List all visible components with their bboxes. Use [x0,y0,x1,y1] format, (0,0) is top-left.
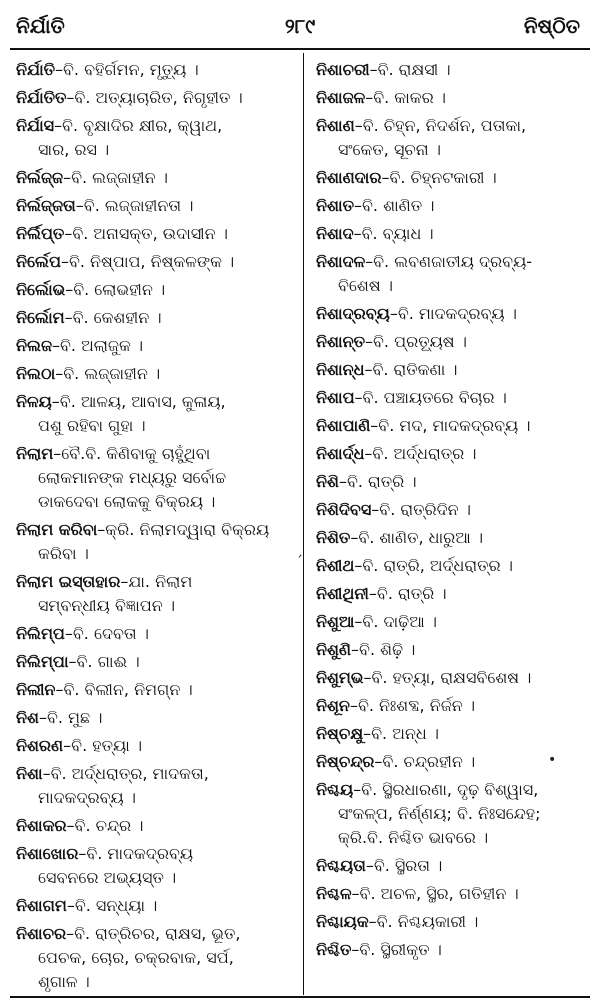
dictionary-entry [316,330,592,354]
definition-text: ବି. ଚିହ୍ନ, ନିଦର୍ଶନ, ପତାକା, [362,116,527,135]
dictionary-entry [316,666,592,690]
ink-dot-mark: • [548,752,557,768]
definition-text: ବି. ନିଷ୍ପାପ, ନିଷ୍କଳଙ୍କ । [68,252,235,271]
dictionary-entry [316,498,592,522]
entry-first-line [16,306,296,330]
entry-separator: – [97,520,106,539]
entry-separator: – [66,896,75,915]
entry-first-line [16,814,296,838]
headword: ନିଶୀଥ [316,556,355,575]
definition-text: ବି. ଲବଣଜାତୀୟ ଦ୍ରବ୍ୟ- [373,252,533,271]
entry-first-line [316,910,592,934]
entry-first-line [316,938,592,962]
headword: ନିଶାପାଣି [316,416,371,435]
entry-separator: – [354,556,363,575]
dictionary-entry [316,938,592,962]
entry-separator: – [55,60,64,79]
entry-first-line [16,678,296,702]
definition-text: ବି. ଗାଈ । [76,652,140,671]
entry-first-line [16,166,296,190]
definition-text: ବି. ବୃକ୍ଷାଦିର କ୍ଷୀର, କ୍ୱାଥ, [62,116,223,135]
entry-first-line [316,882,592,906]
definition-continuation: ସାର, ରସ । [38,140,110,159]
entry-separator: – [54,116,63,135]
headword: ନିଶାଣଦାର [316,168,382,187]
entry-separator: – [51,392,60,411]
headword: ନିଳୟ [16,392,52,411]
entry-separator: – [364,444,373,463]
entry-separator: – [374,752,383,771]
definition-text: ବି. ସ୍ଥିରତା । [373,856,443,875]
headword: ନିଶାନ୍ତ [316,332,366,351]
dictionary-entry [316,638,592,662]
headword: ନିଲାମ [16,444,54,463]
entry-first-line [16,894,296,918]
entry-separator: – [75,196,84,215]
entry-separator: – [66,816,75,835]
definition-text: ବି. ଅଲାଜୁକ । [60,336,144,355]
entry-first-line [316,330,592,354]
headword: ନିଶୁମ୍ଭ [316,668,364,687]
entry-first-line [316,414,592,438]
definition-text: ବି. ସ୍ଥିରୀକୃତ । [359,940,442,959]
dictionary-entry [316,854,592,878]
entry-separator: – [371,500,380,519]
headword: ନିଶ୍ଚଳ [316,884,352,903]
entry-first-line [316,638,592,662]
entry-first-line [316,114,592,138]
entry-first-line [316,302,592,326]
entry-separator: – [338,472,347,491]
entry-first-line [316,610,592,634]
entry-first-line [16,518,296,542]
dictionary-entry [316,250,592,298]
dictionary-entry [316,194,592,218]
entry-separator: – [78,844,87,863]
entry-first-line [316,694,592,718]
definition-text: ବି. ଲୋଭହୀନ । [73,280,166,299]
dictionary-entry [316,910,592,934]
definition-continuation: ସଂକଳ୍ପ, ନିର୍ଣ୍ଣୟ; ବି. ନିଃସନ୍ଦେହ; [338,804,541,823]
definition-text: ବି. ବହିର୍ଗମନ, ମୃତ୍ୟୁ । [63,60,199,79]
headword: ନିଲଠା [16,364,56,383]
entry-separator: – [64,308,73,327]
definition-text: ବି. କାକର । [373,88,446,107]
entry-first-line [16,334,296,358]
definition-continuation: ମାଦକଦ୍ରବ୍ୟ । [38,788,136,807]
definition-text: ବି. ଅଚଳ, ସ୍ଥିର, ଗତିହୀନ । [359,884,519,903]
dictionary-entry [316,414,592,438]
headword: ନିଶାର୍ଦ୍ଧ [316,444,365,463]
left-column [16,58,296,998]
headword: ନିଶାକର [16,816,67,835]
dictionary-entry [316,86,592,110]
entry-first-line [16,706,296,730]
entry-separator: – [363,668,372,687]
definition-continuation: ଡାକଦେବା ଲୋକକୁ ବିକ୍ରୟ । [38,492,216,511]
definition-continuation: ବିଶେଷ । [338,276,393,295]
dictionary-entry [16,114,296,162]
definition-text: ବି. ରାତ୍ରି, ଅର୍ଦ୍ଧରାତ୍ର । [362,556,513,575]
headword: ନିଶିଦିବସ [316,500,372,519]
definition-continuation: କ୍ରି.ବି. ନିଶ୍ଚିତ ଭାବରେ । [338,828,489,847]
definition-text: ବି. ଶାଣିତ । [361,196,435,215]
headword: ନିଶ [16,708,39,727]
entry-first-line [316,526,592,550]
definition-continuation: ଶୃଗାଳ । [38,972,90,991]
dictionary-entry [316,470,592,494]
headword: ନିର୍ଯାତି [16,60,56,79]
entry-first-line [16,86,296,110]
definition-text: ବି. ହତ୍ୟା । [71,736,143,755]
dictionary-entry [316,778,592,850]
definition-text: ବି. ଲଜ୍ଜାହୀନ । [71,168,168,187]
definition-text: ବି. ପଞ୍ଚାୟତରେ ବିଚାର । [362,388,507,407]
definition-text: ବି. ରାତ୍ରି । [346,472,417,491]
entry-separator: – [353,196,362,215]
entry-first-line [316,778,592,802]
entry-first-line [316,86,592,110]
entry-separator: – [381,168,390,187]
dictionary-entry [16,706,296,730]
headword: ନିଶ୍ଚିତ [316,940,352,959]
definition-text: ବି. ସନ୍ଧ୍ୟା । [74,896,158,915]
entry-first-line [16,762,296,786]
margin-tick-mark: ˏ [296,542,303,558]
entry-separator: – [389,304,398,323]
entry-separator: – [353,224,362,243]
dictionary-entry [16,894,296,918]
entry-separator: – [365,856,374,875]
dictionary-entry [16,166,296,190]
page-number: ୨୮୯ [284,14,316,38]
definition-text: ବି. ହତ୍ୟା, ରାକ୍ଷସବିଶେଷ । [371,668,532,687]
headword: ନିଶାପ [316,388,355,407]
definition-text: ବି. ଲଜ୍ଜାହୀନତା । [83,196,194,215]
definition-text: ବି. ମାଦକଦ୍ରବ୍ୟ । [397,304,517,323]
entry-separator: – [369,60,378,79]
dictionary-entry [316,222,592,246]
headword: ନିଶା [16,764,43,783]
headword: ନିଲୀନ [16,680,56,699]
headword: ନିଶାଜଳ [316,88,366,107]
dictionary-entry [16,194,296,218]
entry-first-line [16,278,296,302]
dictionary-entry [16,922,296,994]
definition-text: ବି. ଅର୍ଦ୍ଧରାତ୍ର । [372,444,477,463]
entry-first-line [16,390,296,414]
dictionary-entry [316,114,592,162]
definition-text: କ୍ରି. ନିଲାମଦ୍ୱାରା ବିକ୍ରୟ [105,520,270,539]
entry-separator: – [365,88,374,107]
entry-first-line [316,166,592,190]
headword: ନିଶାଣ [316,116,355,135]
entry-separator: – [365,252,374,271]
definition-text: ବି. ଚିହ୍ନଟକାରୀ । [389,168,497,187]
definition-text: ବି. ଆଳୟ, ଆବାସ, କୁଳାୟ, [59,392,226,411]
headword: ନିଶାଗମ [16,896,67,915]
headword: ନିଶୀଥିନୀ [316,584,369,603]
definition-text: ବି. ସ୍ଥିରଧାରଣା, ଦୃଢ଼ ବିଶ୍ୱାସ, [361,780,539,799]
headword: ନିଲାମ ଇସ୍ତାହାର [16,572,121,591]
headword: ନିଶୁଣି [316,640,352,659]
definition-text: ବି. ଶାଣିତ, ଧାରୁଆ । [358,528,484,547]
definition-continuation: ପେଚକ, ଚୋର, ଚକ୍ରବାକ, ସର୍ପ, [38,948,234,967]
entry-first-line [316,222,592,246]
entry-first-line [316,358,592,382]
entry-first-line [16,734,296,758]
entry-first-line [316,386,592,410]
definition-text: ବି. ଅର୍ଦ୍ଧରାତ୍ର, ମାଦକତା, [50,764,209,783]
dictionary-entry [16,650,296,674]
headword: ନିଲଜ [16,336,53,355]
entry-separator: – [354,612,363,631]
definition-continuation: ପଶୁ ରହିବା ଗୁହା । [38,416,146,435]
dictionary-entry [16,442,296,514]
entry-separator: – [66,924,75,943]
dictionary-entry [316,526,592,550]
header-rule [10,48,590,50]
definition-text: ବି. ଶିଢ଼ି । [359,640,416,659]
dictionary-entry [316,582,592,606]
entry-first-line [316,194,592,218]
headword: ନିଶାଦ [316,224,354,243]
entry-separator: – [351,940,360,959]
definition-text: ବି. ବ୍ୟାଧ । [361,224,434,243]
entry-separator: – [349,696,358,715]
entry-first-line [16,442,296,466]
dictionary-entry [16,762,296,810]
definition-text: ବି. ରାତ୍ରି । [376,584,447,603]
entry-separator: – [354,388,363,407]
definition-text: ବି. ଦେବତା । [72,624,149,643]
definition-text: ବୈ.ବି. କିଣିବାକୁ ଚାହୁଁଥିବା [61,444,211,463]
entry-separator: – [55,364,64,383]
entry-separator: – [68,652,77,671]
definition-text: ବି. ରାତିକଣା । [372,360,458,379]
entry-separator: – [354,116,363,135]
dictionary-entry [316,166,592,190]
entry-separator: – [63,736,72,755]
headword: ନିର୍ଯାତିତ [16,88,67,107]
entry-separator: – [120,572,129,591]
entry-separator: – [350,528,359,547]
footer-rule [10,996,590,998]
entry-separator: – [368,912,377,931]
dictionary-entry [316,302,592,326]
right-guide-word: ନିଷ୍ଠିତ [523,14,580,38]
definition-text: ବି. ନିଃଶବ୍ଦ, ନିର୍ଜନ । [357,696,476,715]
definition-text: ବି. ଅନାସକ୍ତ, ଉଦାସୀନ । [72,224,228,243]
headword: ନିଶିତ [316,528,351,547]
dictionary-entry [316,694,592,718]
entry-first-line [316,666,592,690]
left-guide-word: ନିର୍ଯାତି [16,14,65,38]
dictionary-entry [16,86,296,110]
headword: ନିଶି [316,472,339,491]
headword: ନିଷ୍ଚନ୍ଦ୍ର [316,752,375,771]
entry-separator: – [38,708,47,727]
entry-separator: – [63,168,72,187]
entry-first-line [16,570,296,594]
dictionary-entry [16,390,296,438]
headword: ନିଶୁଆ [316,612,355,631]
entry-first-line [316,554,592,578]
entry-separator: – [64,624,73,643]
dictionary-entry [316,58,592,82]
entry-separator: – [60,252,69,271]
dictionary-entry [16,362,296,386]
definition-text: ଯା. ନିଲାମ [128,572,193,591]
dictionary-entry [316,386,592,410]
entry-first-line [316,722,592,746]
headword: ନିର୍ଯାସ [16,116,55,135]
entry-separator: – [52,336,61,355]
headword: ନିଶାନ୍ଧ [316,360,365,379]
headword: ନିଶ୍ଚାୟକ [316,912,369,931]
definition-text: ବି. ଦାଢ଼ିଆ । [362,612,438,631]
entry-separator: – [351,884,360,903]
definition-text: ବି. ପ୍ରତ୍ୟୂଷ । [373,332,467,351]
entry-first-line [16,194,296,218]
entry-separator: – [370,416,379,435]
dictionary-entry [16,814,296,838]
definition-text: ବି. ମାଦକଦ୍ରବ୍ୟ [86,844,194,863]
dictionary-entry [16,734,296,758]
definition-text: ବି. ଅନ୍ଧ । [371,724,439,743]
entry-separator: – [368,584,377,603]
entry-separator: – [55,680,64,699]
headword: ନିର୍ଲୋଭ [16,280,66,299]
entry-separator: – [42,764,51,783]
definition-text: ବି. ରାତ୍ରିଦିନ । [379,500,471,519]
entry-first-line [16,114,296,138]
headword: ନିଶ୍ଚୟତା [316,856,366,875]
dictionary-entry [316,358,592,382]
headword: ନିଶରଣ [16,736,64,755]
dictionary-entry [16,678,296,702]
definition-text: ବି. ମୁଛ । [46,708,103,727]
dictionary-entry [16,306,296,330]
entry-first-line [16,222,296,246]
definition-text: ବି. କେଶହୀନ । [72,308,162,327]
definition-continuation: ସେବନରେ ଅଭ୍ୟସ୍ତ । [38,868,177,887]
headword: ନିର୍ଲଜ୍ଜତା [16,196,76,215]
dictionary-entry [16,250,296,274]
dictionary-entry [316,882,592,906]
entry-separator: – [64,224,73,243]
entry-first-line [16,922,296,946]
definition-text: ବି. ଚନ୍ଦ୍ର । [74,816,144,835]
headword: ନିଲିମ୍ପ [16,624,65,643]
definition-continuation: ଲୋକମାନଙ୍କ ମଧ୍ୟରୁ ସର୍ବୋଚ୍ଚ [38,468,227,487]
headword: ନିର୍ଲଜ୍ଜ [16,168,64,187]
headword: ନିଶାତ [316,196,354,215]
definition-text: ବି. ରାତ୍ରିଚର, ରାକ୍ଷସ, ଭୂତ, [74,924,241,943]
headword: ନିଶୂନ [316,696,350,715]
definition-text: ବି. ମଦ, ମାଦକଦ୍ରବ୍ୟ । [378,416,531,435]
definition-text: ବି. ବିଲୀନ, ନିମଗ୍ନ । [63,680,193,699]
dictionary-entry [16,570,296,618]
entry-separator: – [353,780,362,799]
definition-text: ବି. ଲଜ୍ଜାହୀନ । [63,364,161,383]
dictionary-entry [316,722,592,746]
headword: ନିଷ୍ଚକ୍ଷୁ [316,724,364,743]
headword: ନିଶ୍ଚୟ [316,780,354,799]
dictionary-entry [16,58,296,82]
column-divider [303,53,304,995]
entry-first-line [16,58,296,82]
entry-separator: – [365,332,374,351]
definition-text: ବି. ନିଶ୍ଚୟକାରୀ । [376,912,479,931]
entry-separator: – [65,280,74,299]
entry-separator: – [363,724,372,743]
entry-first-line [16,362,296,386]
headword: ନିର୍ଲୋମ [16,308,65,327]
definition-continuation: ସମ୍ବନ୍ଧୀୟ ବିଜ୍ଞାପନ । [38,596,176,615]
dictionary-entry [16,518,296,566]
headword: ନିଶାଦ୍ରବ୍ୟ [316,304,390,323]
definition-continuation: କରିବା । [38,544,89,563]
entry-first-line [316,854,592,878]
definition-text: ବି. ଅତ୍ୟାଚାରିତ, ନିଗୃହୀତ । [74,88,243,107]
dictionary-entry [16,334,296,358]
entry-first-line [316,470,592,494]
headword: ନିର୍ଲେପ [16,252,61,271]
entry-separator: – [364,360,373,379]
right-column [316,58,592,966]
headword: ନିଶାଚରୀ [316,60,370,79]
entry-first-line [16,650,296,674]
headword: ନିର୍ଲିପ୍ତ [16,224,65,243]
headword: ନିଶାଖୋର [16,844,79,863]
entry-first-line [316,582,592,606]
dictionary-entry [16,278,296,302]
entry-first-line [16,250,296,274]
headword: ନିଲିମ୍ପା [16,652,69,671]
entry-first-line [316,58,592,82]
headword: ନିଲାମ କରିବା [16,520,98,539]
entry-separator: – [53,444,62,463]
entry-first-line [316,498,592,522]
entry-first-line [16,622,296,646]
headword: ନିଶାଚର [16,924,67,943]
dictionary-entry [16,622,296,646]
entry-first-line [316,442,592,466]
dictionary-entry [316,442,592,466]
entry-separator: – [351,640,360,659]
entry-separator: – [66,88,75,107]
entry-first-line [16,842,296,866]
dictionary-entry [316,610,592,634]
definition-text: ବି. ରାକ୍ଷସୀ । [377,60,451,79]
dictionary-entry [316,554,592,578]
headword: ନିଶାଦଳ [316,252,366,271]
dictionary-entry [16,222,296,246]
definition-continuation: ସଂକେତ, ସୂଚନା । [338,140,441,159]
entry-first-line [316,250,592,274]
dictionary-entry [16,842,296,890]
definition-text: ବି. ଚନ୍ଦ୍ରହୀନ । [382,752,476,771]
